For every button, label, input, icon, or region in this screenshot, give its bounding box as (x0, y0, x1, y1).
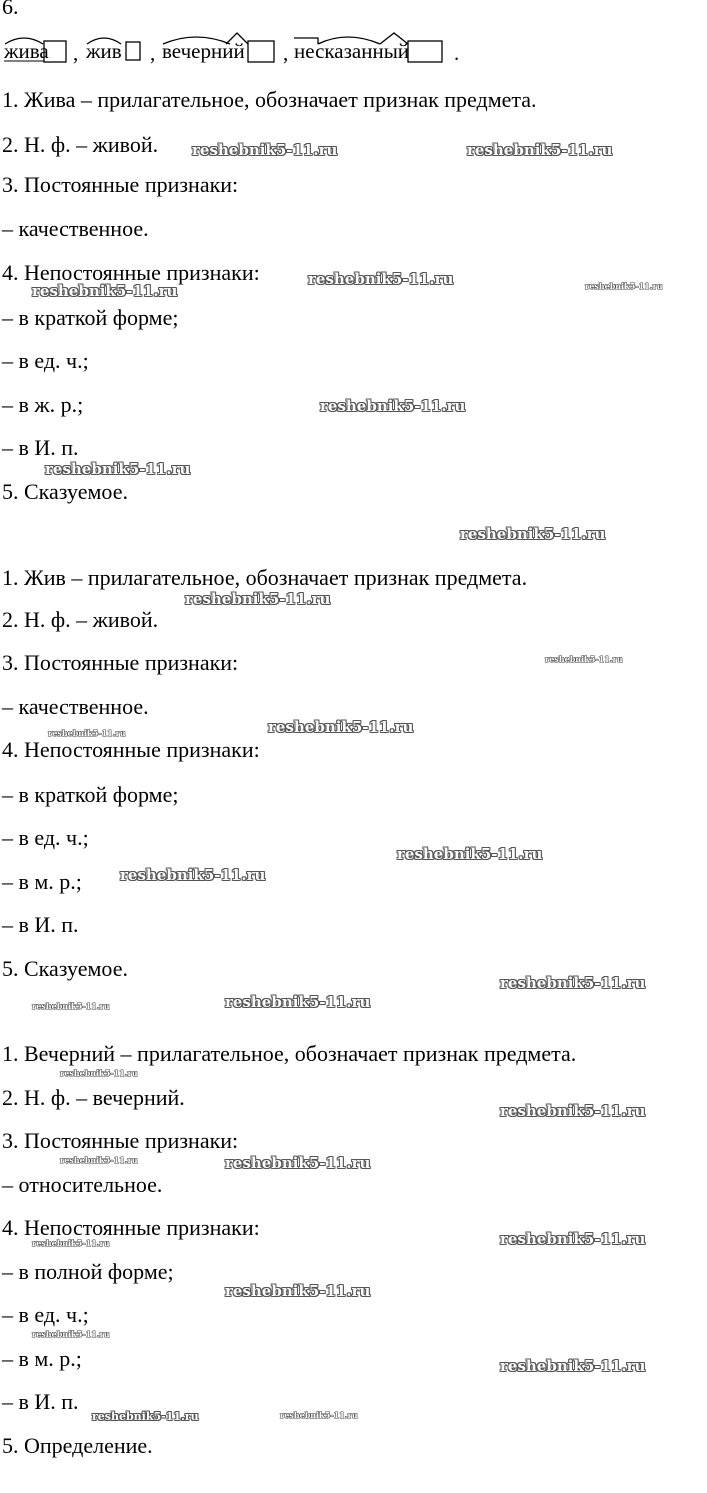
word-text: вечерний (162, 39, 245, 63)
task-number: 6. (2, 0, 19, 19)
text-line: – в И. п. (2, 1389, 79, 1414)
text-line: 5. Сказуемое. (2, 956, 128, 981)
end-period: . (454, 41, 460, 65)
watermark: reshebnik5-11.ru (460, 525, 606, 543)
watermark: reshebnik5-11.ru (120, 866, 266, 884)
text-line: 4. Непостоянные признаки: (2, 260, 260, 285)
watermark: reshebnik5-11.ru (225, 1282, 371, 1300)
word-text: жива (4, 39, 49, 63)
text-line: – в краткой форме; (2, 305, 179, 330)
text-line: – в ед. ч.; (2, 825, 89, 850)
comma: , (150, 41, 156, 65)
text-line: – в ед. ч.; (2, 1302, 89, 1327)
watermark: reshebnik5-11.ru (280, 1410, 358, 1420)
watermark: reshebnik5-11.ru (32, 282, 178, 300)
text-line: 5. Определение. (2, 1433, 153, 1458)
watermark: reshebnik5-11.ru (32, 1001, 110, 1011)
text-line: 1. Жива – прилагательное, обозначает признак предмета. (2, 87, 537, 112)
text-line: 5. Сказуемое. (2, 479, 128, 504)
text-line: – качественное. (2, 216, 149, 241)
comma: , (283, 41, 289, 65)
watermark: reshebnik5-11.ru (308, 270, 454, 288)
text-line: 2. Н. ф. – вечерний. (2, 1085, 185, 1110)
watermark: reshebnik5-11.ru (32, 1329, 110, 1339)
text-line: – относительное. (2, 1172, 163, 1197)
text-line: – качественное. (2, 694, 149, 719)
word-text: несказанный (294, 39, 410, 63)
watermark: reshebnik5-11.ru (60, 1155, 138, 1165)
watermark: reshebnik5-11.ru (45, 460, 191, 478)
watermark: reshebnik5-11.ru (500, 1230, 646, 1248)
text-line: – в И. п. (2, 435, 79, 460)
text-line: 4. Непостоянные признаки: (2, 737, 260, 762)
watermark: reshebnik5-11.ru (545, 654, 623, 664)
text-line: 1. Вечерний – прилагательное, обозначает признак предмета. (2, 1041, 577, 1066)
watermark: reshebnik5-11.ru (268, 718, 414, 736)
text-line: – в м. р.; (2, 869, 82, 894)
text-line: 3. Постоянные признаки: (2, 172, 239, 197)
word-text: жив (86, 39, 122, 63)
text-line: – в м. р.; (2, 1346, 82, 1371)
word-zhiv (84, 30, 146, 70)
text-line: – в ед. ч.; (2, 348, 89, 373)
watermark: reshebnik5-11.ru (225, 1154, 371, 1172)
watermark: reshebnik5-11.ru (60, 1068, 138, 1078)
watermark: reshebnik5-11.ru (585, 281, 663, 291)
word-neskazanniy (292, 30, 452, 70)
text-line: 3. Постоянные признаки: (2, 1128, 239, 1153)
watermark: reshebnik5-11.ru (192, 141, 338, 159)
watermark: reshebnik5-11.ru (32, 1238, 110, 1248)
text-line: 3. Постоянные признаки: (2, 650, 239, 675)
text-line: – в И. п. (2, 912, 79, 937)
text-line: 1. Жив – прилагательное, обозначает признак предмета. (2, 565, 528, 590)
comma: , (73, 41, 79, 65)
watermark: reshebnik5-11.ru (467, 141, 613, 159)
text-line: 4. Непостоянные признаки: (2, 1215, 260, 1240)
watermark: reshebnik5-11.ru (320, 397, 466, 415)
watermark: reshebnik5-11.ru (185, 590, 331, 608)
watermark: reshebnik5-11.ru (397, 845, 543, 863)
word-vecherniy (160, 30, 278, 70)
watermark: reshebnik5-11.ru (500, 1102, 646, 1120)
watermark: reshebnik5-11.ru (225, 993, 371, 1011)
text-line: 2. Н. ф. – живой. (2, 607, 159, 632)
watermark: reshebnik5-11.ru (500, 974, 646, 992)
text-line: – в ж. р.; (2, 392, 84, 417)
word-zhiva (2, 30, 68, 70)
watermark: reshebnik5-11.ru (92, 1410, 199, 1423)
text-line: – в полной форме; (2, 1259, 174, 1284)
text-line: – в краткой форме; (2, 782, 179, 807)
watermark: reshebnik5-11.ru (500, 1357, 646, 1375)
text-line: 2. Н. ф. – живой. (2, 132, 159, 157)
watermark: reshebnik5-11.ru (48, 728, 126, 738)
